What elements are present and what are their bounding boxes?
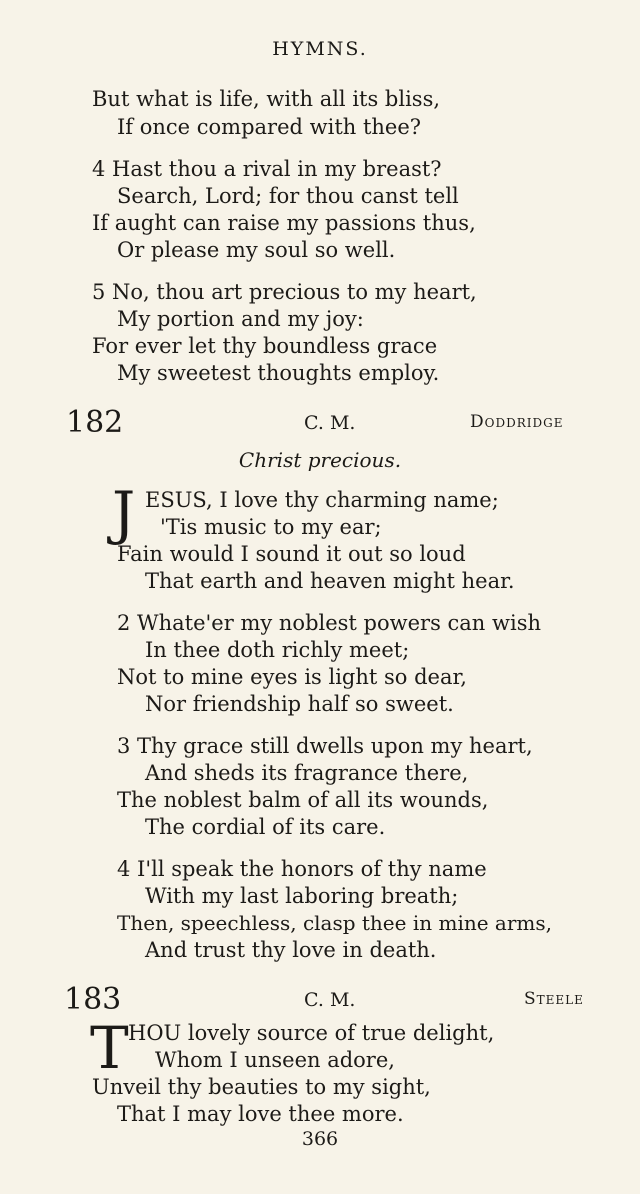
verse-line: Nor friendship half so sweet. [145, 692, 454, 716]
verse-line: 4 I'll speak the honors of thy name [117, 857, 487, 881]
verse-line: That I may love thee more. [117, 1102, 404, 1126]
verse-line: Or please my soul so well. [117, 238, 396, 262]
verse-line: Whom I unseen adore, [155, 1048, 395, 1072]
drop-cap: J [112, 479, 136, 547]
verse-line: Then, speechless, clasp thee in mine arms, [117, 911, 552, 935]
verse-line: And trust thy love in death. [145, 938, 437, 962]
verse-line: 4 Hast thou a rival in my breast? [92, 157, 442, 181]
verse-line: Fain would I sound it out so loud [117, 542, 466, 566]
page-number: 366 [301, 1128, 339, 1150]
verse-line: The cordial of its care. [145, 815, 386, 839]
hymn-composer: Steele [524, 989, 584, 1009]
verse-line: 3 Thy grace still dwells upon my heart, [117, 734, 533, 758]
verse-line: Search, Lord; for thou canst tell [117, 184, 459, 208]
verse-line: If aught can raise my passions thus, [92, 211, 476, 235]
verse-line: My sweetest thoughts employ. [117, 361, 440, 385]
verse-line: For ever let thy boundless grace [92, 334, 438, 358]
verse-line: HOU lovely source of true delight, [128, 1021, 495, 1045]
verse-line: But what is life, with all its bliss, [92, 87, 441, 111]
hymn-subtitle: Christ precious. [238, 448, 402, 472]
verse-line: With my last laboring breath; [145, 884, 459, 908]
verse-line: Not to mine eyes is light so dear, [117, 665, 467, 689]
verse-line: And sheds its fragrance there, [145, 761, 469, 785]
hymn-composer: Doddridge [470, 412, 564, 432]
verse-line: ESUS, I love thy charming name; [145, 488, 499, 512]
verse-line: The noblest balm of all its wounds, [117, 788, 489, 812]
verse-line: 5 No, thou art precious to my heart, [92, 280, 477, 304]
hymn-number: 183 [64, 982, 122, 1017]
hymn-meter: C. M. [304, 989, 356, 1011]
hymn-number: 182 [66, 405, 124, 440]
hymn-meter: C. M. [304, 412, 356, 434]
verse-line: That earth and heaven might hear. [145, 569, 515, 593]
verse-line: If once compared with thee? [117, 115, 422, 139]
page-header: HYMNS. [272, 38, 368, 60]
verse-line: Unveil thy beauties to my sight, [92, 1075, 431, 1099]
verse-line: 'Tis music to my ear; [160, 515, 382, 539]
verse-line: My portion and my joy: [117, 307, 364, 331]
verse-line: In thee doth richly meet; [145, 638, 410, 662]
verse-line: 2 Whate'er my noblest powers can wish [117, 611, 541, 635]
drop-cap: T [90, 1014, 129, 1082]
